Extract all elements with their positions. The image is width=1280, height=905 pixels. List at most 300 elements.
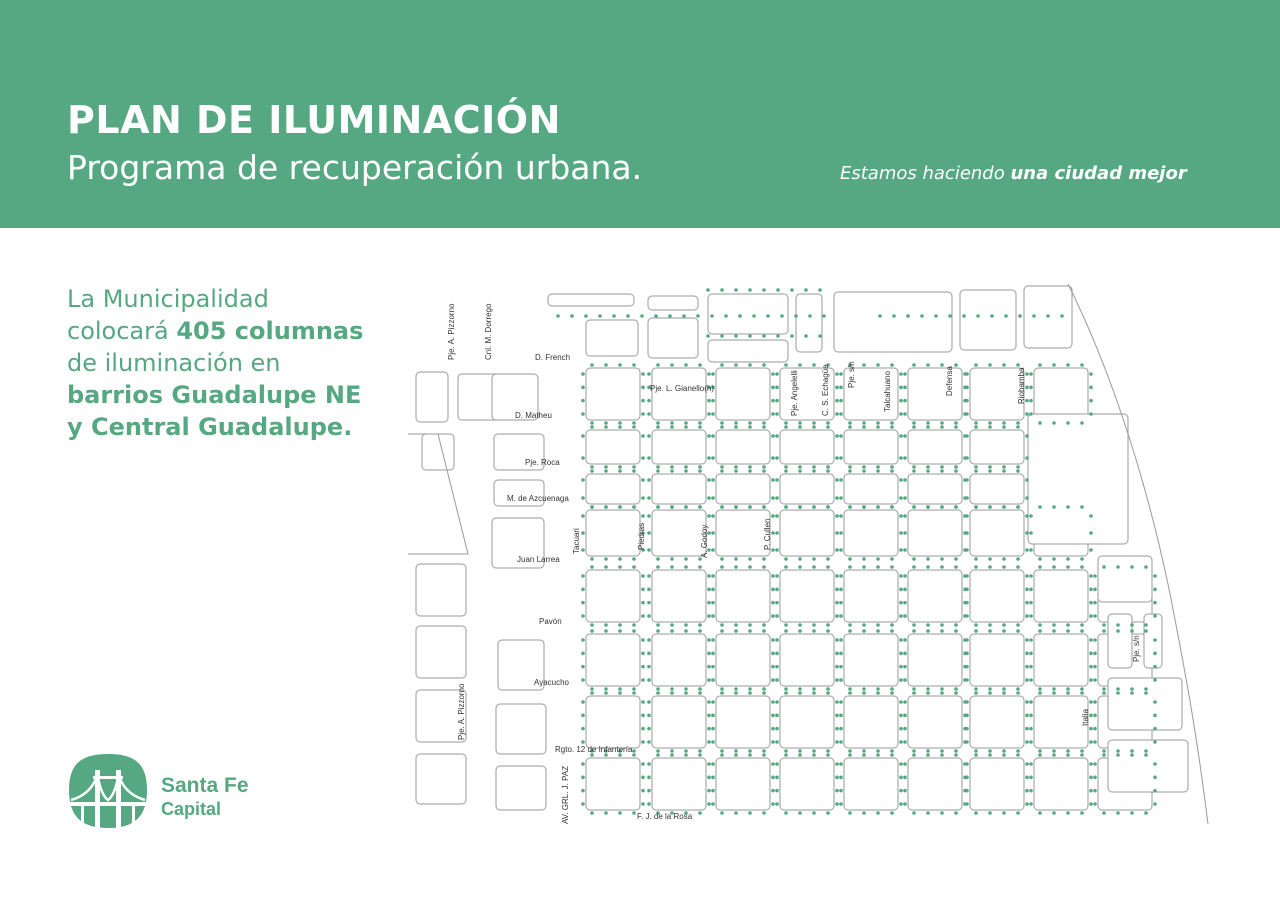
lamp-marker xyxy=(720,505,724,509)
lamp-marker xyxy=(1029,740,1033,744)
lamp-marker xyxy=(1093,802,1097,806)
lamp-marker xyxy=(1016,363,1020,367)
lamp-marker xyxy=(734,557,738,561)
lamp-marker xyxy=(604,565,608,569)
lamp-marker xyxy=(590,623,594,627)
lamp-marker xyxy=(899,678,903,682)
lamp-marker xyxy=(1144,629,1148,633)
lamp-marker xyxy=(940,749,944,753)
lamp-marker xyxy=(775,802,779,806)
label-talcahuano: Talcahuano xyxy=(883,371,892,412)
lamp-marker xyxy=(604,811,608,815)
city-block xyxy=(970,696,1024,748)
lamp-marker xyxy=(1080,623,1084,627)
lamp-marker xyxy=(1089,802,1093,806)
lamp-marker xyxy=(822,314,826,318)
lamp-marker xyxy=(641,412,645,416)
lamp-marker xyxy=(748,334,752,338)
lamp-marker xyxy=(656,557,660,561)
lamp-marker xyxy=(698,687,702,691)
lamp-marker xyxy=(1102,753,1106,757)
lamp-marker xyxy=(965,601,969,605)
lamp-marker xyxy=(876,505,880,509)
lamp-marker xyxy=(835,789,839,793)
lamp-marker xyxy=(670,505,674,509)
lamp-marker xyxy=(748,749,752,753)
lamp-marker xyxy=(656,623,660,627)
lamp-marker xyxy=(762,425,766,429)
lamp-marker xyxy=(912,363,916,367)
lamp-marker xyxy=(1029,601,1033,605)
lamp-marker xyxy=(1025,478,1029,482)
lamp-marker xyxy=(862,687,866,691)
lamp-marker xyxy=(798,629,802,633)
lamp-marker xyxy=(1025,740,1029,744)
lamp-marker xyxy=(903,372,907,376)
lamp-marker xyxy=(812,811,816,815)
city-block xyxy=(416,754,466,804)
lamp-marker xyxy=(1080,691,1084,695)
lamp-marker xyxy=(1153,614,1157,618)
lamp-marker xyxy=(618,421,622,425)
lamp-marker xyxy=(604,687,608,691)
lamp-marker xyxy=(1144,749,1148,753)
lamp-marker xyxy=(1066,363,1070,367)
city-block xyxy=(1034,570,1088,622)
lamp-marker xyxy=(1089,399,1093,403)
lamp-marker xyxy=(954,749,958,753)
lamp-marker xyxy=(707,399,711,403)
lamp-marker xyxy=(1089,638,1093,642)
lamp-marker xyxy=(812,565,816,569)
lamp-marker xyxy=(711,514,715,518)
lamp-marker xyxy=(839,412,843,416)
label-pje-a-pizzorno-bottom: Pje. A. Pizzorno xyxy=(457,683,466,740)
lamp-marker xyxy=(1093,762,1097,766)
lamp-marker xyxy=(798,687,802,691)
lamp-marker xyxy=(899,372,903,376)
lamp-marker xyxy=(1089,574,1093,578)
lamp-marker xyxy=(707,496,711,500)
lamp-marker xyxy=(656,753,660,757)
lamp-marker xyxy=(1016,753,1020,757)
lamp-marker xyxy=(974,465,978,469)
lamp-marker xyxy=(1029,762,1033,766)
lamp-marker xyxy=(903,638,907,642)
lamp-marker xyxy=(890,565,894,569)
lamp-marker xyxy=(912,629,916,633)
lamp-marker xyxy=(696,314,700,318)
lamp-marker xyxy=(1130,753,1134,757)
city-block xyxy=(416,626,466,678)
lamp-marker xyxy=(766,314,770,318)
lamp-marker xyxy=(812,363,816,367)
lamp-marker xyxy=(670,469,674,473)
lamp-marker xyxy=(899,434,903,438)
lamp-marker xyxy=(1016,811,1020,815)
lamp-marker xyxy=(647,740,651,744)
intro-text xyxy=(67,283,407,443)
lamp-marker xyxy=(1116,623,1120,627)
city-block xyxy=(652,758,706,810)
lamp-marker xyxy=(581,372,585,376)
lamp-marker xyxy=(826,505,830,509)
lamp-marker xyxy=(734,687,738,691)
lamp-marker xyxy=(826,691,830,695)
lamp-marker xyxy=(1102,623,1106,627)
lamp-marker xyxy=(1130,629,1134,633)
lamp-marker xyxy=(656,425,660,429)
lamp-marker xyxy=(1093,776,1097,780)
bridge-icon xyxy=(67,752,149,830)
lamp-marker xyxy=(1089,700,1093,704)
lamp-marker xyxy=(798,505,802,509)
intro-line1: La Municipalidad xyxy=(67,285,269,313)
lamp-marker xyxy=(974,565,978,569)
lamp-marker xyxy=(1029,614,1033,618)
lamp-marker xyxy=(684,691,688,695)
lamp-marker xyxy=(720,425,724,429)
lamp-marker xyxy=(1089,762,1093,766)
lamp-marker xyxy=(771,456,775,460)
lamp-marker xyxy=(734,565,738,569)
lamp-marker xyxy=(899,386,903,390)
lamp-marker xyxy=(647,678,651,682)
lamp-marker xyxy=(698,505,702,509)
lamp-marker xyxy=(899,638,903,642)
lamp-marker xyxy=(1093,574,1097,578)
lamp-marker xyxy=(903,434,907,438)
lamp-marker xyxy=(771,802,775,806)
city-block xyxy=(1034,696,1088,748)
lamp-marker xyxy=(934,314,938,318)
lamp-marker xyxy=(926,421,930,425)
lamp-marker xyxy=(632,363,636,367)
lamp-marker xyxy=(604,691,608,695)
lamp-marker xyxy=(926,629,930,633)
lamp-marker xyxy=(798,691,802,695)
lamp-marker xyxy=(1089,652,1093,656)
lamp-marker xyxy=(848,469,852,473)
lamp-marker xyxy=(1080,363,1084,367)
lamp-marker xyxy=(903,412,907,416)
lamp-marker xyxy=(618,623,622,627)
label-piedras: Piedras xyxy=(637,522,646,550)
lamp-marker xyxy=(903,789,907,793)
lamp-marker xyxy=(1153,574,1157,578)
lamp-marker xyxy=(656,505,660,509)
lamp-marker xyxy=(954,505,958,509)
lamp-marker xyxy=(954,565,958,569)
label-pje-roca: Pje. Roca xyxy=(525,458,560,467)
lamp-marker xyxy=(581,727,585,731)
lamp-marker xyxy=(899,399,903,403)
lamp-marker xyxy=(1089,740,1093,744)
lamp-marker xyxy=(965,386,969,390)
lamp-marker xyxy=(720,691,724,695)
label-pje-sn-top: Pje. s/n xyxy=(847,361,856,388)
lamp-marker xyxy=(912,421,916,425)
lamp-marker xyxy=(590,425,594,429)
lamp-marker xyxy=(641,372,645,376)
lamp-marker xyxy=(771,478,775,482)
lamp-marker xyxy=(647,714,651,718)
city-block xyxy=(908,570,962,622)
city-block xyxy=(652,430,706,464)
lamp-marker xyxy=(1002,425,1006,429)
lamp-marker xyxy=(707,614,711,618)
lamp-marker xyxy=(771,496,775,500)
lamp-marker xyxy=(720,363,724,367)
lamp-marker xyxy=(812,691,816,695)
lamp-marker xyxy=(1089,789,1093,793)
lamp-marker xyxy=(818,288,822,292)
lamp-marker xyxy=(826,565,830,569)
lamp-marker xyxy=(734,691,738,695)
lamp-marker xyxy=(724,314,728,318)
label-pje-sn-right: Pje. s/n xyxy=(1132,635,1141,662)
lamp-marker xyxy=(912,687,916,691)
lamp-marker xyxy=(899,588,903,592)
lamp-marker xyxy=(1025,727,1029,731)
lamp-marker xyxy=(1066,557,1070,561)
lamp-marker xyxy=(647,588,651,592)
lamp-marker xyxy=(965,776,969,780)
lamp-marker xyxy=(903,399,907,403)
lamp-marker xyxy=(812,465,816,469)
lamp-marker xyxy=(940,565,944,569)
lamp-marker xyxy=(707,665,711,669)
lamp-marker xyxy=(698,363,702,367)
lamp-marker xyxy=(647,372,651,376)
city-block xyxy=(780,696,834,748)
lamp-marker xyxy=(784,753,788,757)
lamp-marker xyxy=(835,412,839,416)
lamp-marker xyxy=(784,425,788,429)
lamp-marker xyxy=(835,665,839,669)
lamp-marker xyxy=(762,629,766,633)
lamp-marker xyxy=(775,496,779,500)
lamp-marker xyxy=(848,811,852,815)
lamp-marker xyxy=(965,478,969,482)
lamp-marker xyxy=(775,399,779,403)
lamp-marker xyxy=(641,399,645,403)
lamp-marker xyxy=(738,314,742,318)
lamp-marker xyxy=(835,399,839,403)
lamp-marker xyxy=(1029,678,1033,682)
lamp-marker xyxy=(988,811,992,815)
lamp-marker xyxy=(848,557,852,561)
lamp-marker xyxy=(711,740,715,744)
lamp-marker xyxy=(1052,623,1056,627)
lamp-marker xyxy=(1153,665,1157,669)
lamp-marker xyxy=(762,505,766,509)
lamp-marker xyxy=(940,687,944,691)
lamp-marker xyxy=(812,629,816,633)
lamp-marker xyxy=(670,687,674,691)
lamp-marker xyxy=(684,623,688,627)
lamp-marker xyxy=(748,691,752,695)
city-block xyxy=(496,704,546,754)
lamp-marker xyxy=(1038,691,1042,695)
label-rgto-12: Rgto. 12 de Infantería xyxy=(555,745,633,754)
lamp-marker xyxy=(826,465,830,469)
city-block xyxy=(422,434,454,470)
lamp-marker xyxy=(581,776,585,780)
lamp-marker xyxy=(965,789,969,793)
lamp-marker xyxy=(912,505,916,509)
lamp-marker xyxy=(670,425,674,429)
lamp-marker xyxy=(890,363,894,367)
lamp-marker xyxy=(784,469,788,473)
lamp-marker xyxy=(826,749,830,753)
lamp-marker xyxy=(775,614,779,618)
lamp-marker xyxy=(940,465,944,469)
lamp-marker xyxy=(698,691,702,695)
lamp-marker xyxy=(775,588,779,592)
lamp-marker xyxy=(775,638,779,642)
lamp-marker xyxy=(748,505,752,509)
city-block xyxy=(1034,368,1088,420)
lamp-marker xyxy=(734,811,738,815)
lamp-marker xyxy=(862,753,866,757)
lamp-marker xyxy=(771,412,775,416)
lamp-marker xyxy=(1116,811,1120,815)
lamp-marker xyxy=(784,421,788,425)
city-block xyxy=(716,510,770,556)
lamp-marker xyxy=(1029,638,1033,642)
label-p-cullen: P. Cullen xyxy=(763,518,772,550)
lamp-marker xyxy=(1002,753,1006,757)
lamp-marker xyxy=(890,505,894,509)
lamp-marker xyxy=(839,762,843,766)
lamp-marker xyxy=(656,687,660,691)
city-block xyxy=(780,570,834,622)
lamp-marker xyxy=(988,505,992,509)
lamp-marker xyxy=(835,638,839,642)
lamp-marker xyxy=(1153,601,1157,605)
lamp-marker xyxy=(641,588,645,592)
lamp-marker xyxy=(698,811,702,815)
lamp-marker xyxy=(720,811,724,815)
lamp-marker xyxy=(1102,811,1106,815)
lamp-marker xyxy=(771,514,775,518)
lamp-marker xyxy=(798,565,802,569)
lamp-marker xyxy=(1052,363,1056,367)
lamp-marker xyxy=(965,652,969,656)
lamp-marker xyxy=(903,802,907,806)
lamp-marker xyxy=(862,505,866,509)
lamp-marker xyxy=(581,665,585,669)
lamp-marker xyxy=(899,531,903,535)
lamp-marker xyxy=(826,623,830,627)
lamp-marker xyxy=(965,665,969,669)
lamp-marker xyxy=(1066,749,1070,753)
lamp-marker xyxy=(926,557,930,561)
lamp-marker xyxy=(899,496,903,500)
lamp-marker xyxy=(826,753,830,757)
lamp-marker xyxy=(698,465,702,469)
city-block xyxy=(586,634,640,686)
lamp-marker xyxy=(954,691,958,695)
city-block xyxy=(844,696,898,748)
lamp-marker xyxy=(632,565,636,569)
lamp-marker xyxy=(1130,691,1134,695)
lamp-marker xyxy=(835,700,839,704)
lamp-marker xyxy=(903,574,907,578)
lamp-marker xyxy=(988,421,992,425)
lamp-marker xyxy=(707,372,711,376)
city-block xyxy=(780,510,834,556)
lamp-marker xyxy=(926,425,930,429)
lamp-marker xyxy=(839,386,843,390)
lamp-marker xyxy=(720,469,724,473)
lamp-marker xyxy=(892,314,896,318)
lamp-marker xyxy=(632,687,636,691)
lamp-marker xyxy=(835,652,839,656)
lamp-marker xyxy=(1052,505,1056,509)
lamp-marker xyxy=(890,469,894,473)
city-block xyxy=(834,292,952,352)
lamp-marker xyxy=(974,687,978,691)
lamp-marker xyxy=(647,665,651,669)
lamp-marker xyxy=(812,557,816,561)
city-block xyxy=(716,430,770,464)
lamp-marker xyxy=(903,531,907,535)
lamp-marker xyxy=(1002,363,1006,367)
lamp-marker xyxy=(903,548,907,552)
lamp-marker xyxy=(1029,727,1033,731)
lamp-marker xyxy=(1089,372,1093,376)
city-block xyxy=(716,758,770,810)
city-block xyxy=(970,570,1024,622)
lamp-marker xyxy=(1089,727,1093,731)
lamp-marker xyxy=(1038,749,1042,753)
lamp-marker xyxy=(804,334,808,338)
lamp-marker xyxy=(632,691,636,695)
lamp-marker xyxy=(1025,762,1029,766)
lamp-marker xyxy=(876,811,880,815)
lamp-marker xyxy=(798,421,802,425)
lamp-marker xyxy=(826,557,830,561)
label-pje-angelelli: Pje. Angelelli xyxy=(790,370,799,416)
lamp-marker xyxy=(641,496,645,500)
lamp-marker xyxy=(775,714,779,718)
lamp-marker xyxy=(839,601,843,605)
lamp-marker xyxy=(1093,614,1097,618)
lamp-marker xyxy=(835,727,839,731)
lamp-marker xyxy=(771,386,775,390)
lamp-marker xyxy=(711,652,715,656)
lamp-marker xyxy=(684,505,688,509)
lamp-marker xyxy=(556,314,560,318)
city-block xyxy=(652,368,706,420)
lamp-marker xyxy=(771,372,775,376)
lamp-marker xyxy=(775,678,779,682)
lamp-marker xyxy=(684,687,688,691)
lamp-marker xyxy=(656,421,660,425)
lamp-marker xyxy=(590,421,594,425)
lamp-marker xyxy=(954,629,958,633)
santa-fe-capital-logo xyxy=(67,752,287,832)
lamp-marker xyxy=(1066,687,1070,691)
lamp-marker xyxy=(974,811,978,815)
lamp-marker xyxy=(862,421,866,425)
lamp-marker xyxy=(965,399,969,403)
lamp-marker xyxy=(762,623,766,627)
lamp-marker xyxy=(1002,469,1006,473)
lamp-marker xyxy=(798,753,802,757)
